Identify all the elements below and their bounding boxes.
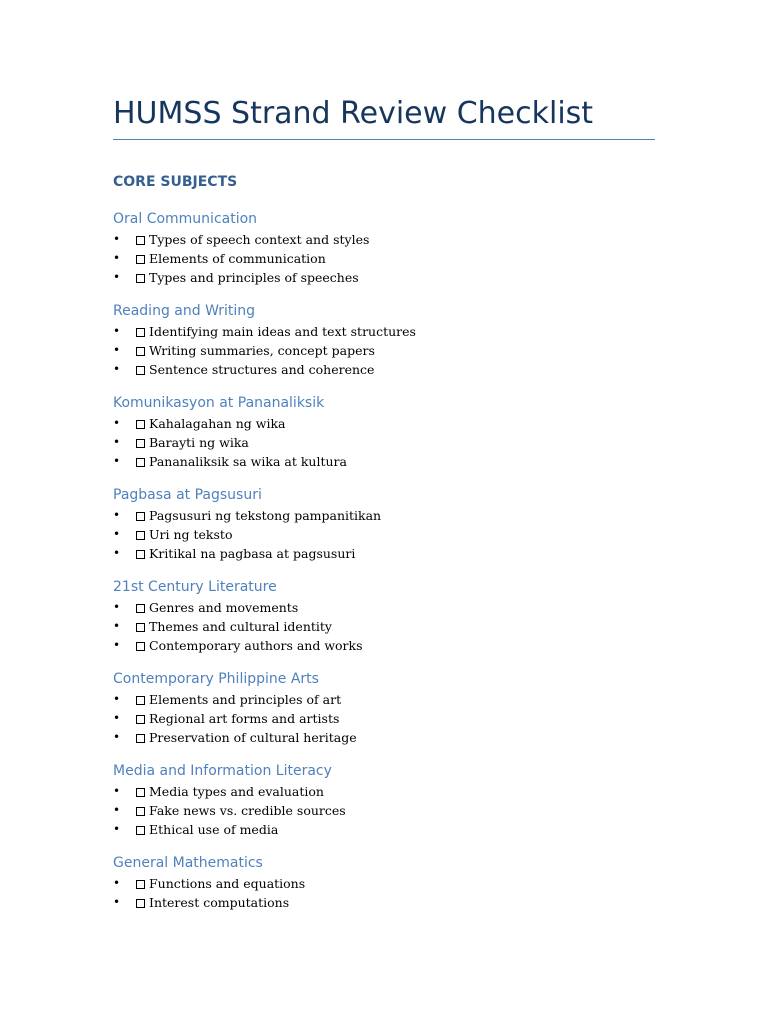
checklist-item-label: Media types and evaluation — [149, 784, 324, 799]
checkbox-icon[interactable] — [136, 531, 145, 540]
checklist-item — [113, 341, 655, 360]
bullet-icon: • — [113, 692, 121, 706]
checklist-item — [113, 433, 655, 452]
checklist — [113, 598, 655, 655]
bullet-icon: • — [113, 803, 121, 817]
checklist-item-label: Fake news vs. credible sources — [149, 803, 346, 818]
checklist-item — [113, 690, 655, 709]
subject-block — [113, 669, 655, 747]
checklist-item — [113, 893, 655, 912]
checklist-item-label: Regional art forms and artists — [149, 711, 340, 726]
checkbox-icon[interactable] — [136, 604, 145, 613]
checklist-item-label: Types of speech context and styles — [149, 232, 370, 247]
subject-list — [113, 209, 655, 912]
checklist-item-label: Contemporary authors and works — [149, 638, 363, 653]
checklist-item-label: Sentence structures and coherence — [149, 362, 375, 377]
checklist — [113, 414, 655, 471]
checklist-item-label: Preservation of cultural heritage — [149, 730, 357, 745]
checkbox-icon[interactable] — [136, 255, 145, 264]
bullet-icon: • — [113, 600, 121, 614]
checklist-item — [113, 544, 655, 563]
checklist-item-label: Writing summaries, concept papers — [149, 343, 375, 358]
bullet-icon: • — [113, 324, 121, 338]
checklist-item — [113, 249, 655, 268]
checklist-item — [113, 709, 655, 728]
checklist — [113, 506, 655, 563]
bullet-icon: • — [113, 270, 121, 284]
bullet-icon: • — [113, 876, 121, 890]
checkbox-icon[interactable] — [136, 826, 145, 835]
bullet-icon: • — [113, 251, 121, 265]
checklist-item-label: Ethical use of media — [149, 822, 279, 837]
checklist-item-label: Genres and movements — [149, 600, 299, 615]
bullet-icon: • — [113, 232, 121, 246]
bullet-icon: • — [113, 711, 121, 725]
document-body — [113, 172, 655, 926]
bullet-icon: • — [113, 527, 121, 541]
bullet-icon: • — [113, 730, 121, 744]
checklist-item-label: Interest computations — [149, 895, 290, 910]
checkbox-icon[interactable] — [136, 512, 145, 521]
subject-heading: 21st Century Literature — [113, 579, 277, 595]
bullet-icon: • — [113, 416, 121, 430]
checklist-item-label: Pananaliksik sa wika at kultura — [149, 454, 347, 469]
checklist-item-label: Pagsusuri ng tekstong pampanitikan — [149, 508, 382, 523]
checklist-item — [113, 598, 655, 617]
subject-block — [113, 485, 655, 563]
subject-block — [113, 393, 655, 471]
document-title: HUMSS Strand Review Checklist — [113, 96, 594, 131]
checklist — [113, 322, 655, 379]
subject-block — [113, 761, 655, 839]
checkbox-icon[interactable] — [136, 328, 145, 337]
title-underline — [113, 139, 655, 140]
bullet-icon: • — [113, 619, 121, 633]
checklist-item — [113, 636, 655, 655]
checkbox-icon[interactable] — [136, 623, 145, 632]
checkbox-icon[interactable] — [136, 274, 145, 283]
subject-heading: Contemporary Philippine Arts — [113, 671, 319, 687]
bullet-icon: • — [113, 435, 121, 449]
checklist-item-label: Uri ng teksto — [149, 527, 233, 542]
checklist-item-label: Kahalagahan ng wika — [149, 416, 286, 431]
checklist — [113, 230, 655, 287]
bullet-icon: • — [113, 638, 121, 652]
checklist — [113, 690, 655, 747]
checklist-item — [113, 506, 655, 525]
checklist-item — [113, 782, 655, 801]
checkbox-icon[interactable] — [136, 458, 145, 467]
checklist-item — [113, 452, 655, 471]
checklist-item — [113, 617, 655, 636]
checkbox-icon[interactable] — [136, 347, 145, 356]
bullet-icon: • — [113, 454, 121, 468]
checklist-item — [113, 230, 655, 249]
section-heading-core-subjects: CORE SUBJECTS — [113, 174, 238, 190]
checklist-item-label: Identifying main ideas and text structures — [149, 324, 416, 339]
checkbox-icon[interactable] — [136, 236, 145, 245]
checklist-item — [113, 801, 655, 820]
checkbox-icon[interactable] — [136, 788, 145, 797]
subject-heading: Pagbasa at Pagsusuri — [113, 487, 262, 503]
bullet-icon: • — [113, 362, 121, 376]
subject-heading: Oral Communication — [113, 211, 258, 227]
checklist — [113, 782, 655, 839]
checklist-item — [113, 360, 655, 379]
bullet-icon: • — [113, 546, 121, 560]
checklist-item-label: Elements of communication — [149, 251, 326, 266]
checkbox-icon[interactable] — [136, 439, 145, 448]
bullet-icon: • — [113, 784, 121, 798]
checkbox-icon[interactable] — [136, 899, 145, 908]
checkbox-icon[interactable] — [136, 715, 145, 724]
checklist-item-label: Kritikal na pagbasa at pagsusuri — [149, 546, 356, 561]
checkbox-icon[interactable] — [136, 880, 145, 889]
subject-heading: General Mathematics — [113, 855, 263, 871]
bullet-icon: • — [113, 895, 121, 909]
checkbox-icon[interactable] — [136, 366, 145, 375]
subject-heading: Komunikasyon at Pananaliksik — [113, 395, 325, 411]
checklist-item — [113, 525, 655, 544]
checkbox-icon[interactable] — [136, 550, 145, 559]
checklist-item-label: Themes and cultural identity — [149, 619, 332, 634]
checklist-item-label: Types and principles of speeches — [149, 270, 359, 285]
checklist-item-label: Elements and principles of art — [149, 692, 342, 707]
checklist-item — [113, 268, 655, 287]
checklist-item — [113, 874, 655, 893]
checklist-item — [113, 820, 655, 839]
checklist-item — [113, 414, 655, 433]
subject-heading: Media and Information Literacy — [113, 763, 332, 779]
bullet-icon: • — [113, 343, 121, 357]
checklist — [113, 874, 655, 912]
subject-block — [113, 209, 655, 287]
subject-block — [113, 853, 655, 912]
checklist-item-label: Barayti ng wika — [149, 435, 249, 450]
checkbox-icon[interactable] — [136, 696, 145, 705]
checklist-item — [113, 728, 655, 747]
bullet-icon: • — [113, 822, 121, 836]
checklist-item — [113, 322, 655, 341]
bullet-icon: • — [113, 508, 121, 522]
checkbox-icon[interactable] — [136, 734, 145, 743]
checklist-item-label: Functions and equations — [149, 876, 306, 891]
subject-block — [113, 301, 655, 379]
checkbox-icon[interactable] — [136, 420, 145, 429]
subject-heading: Reading and Writing — [113, 303, 256, 319]
checkbox-icon[interactable] — [136, 642, 145, 651]
subject-block — [113, 577, 655, 655]
checkbox-icon[interactable] — [136, 807, 145, 816]
